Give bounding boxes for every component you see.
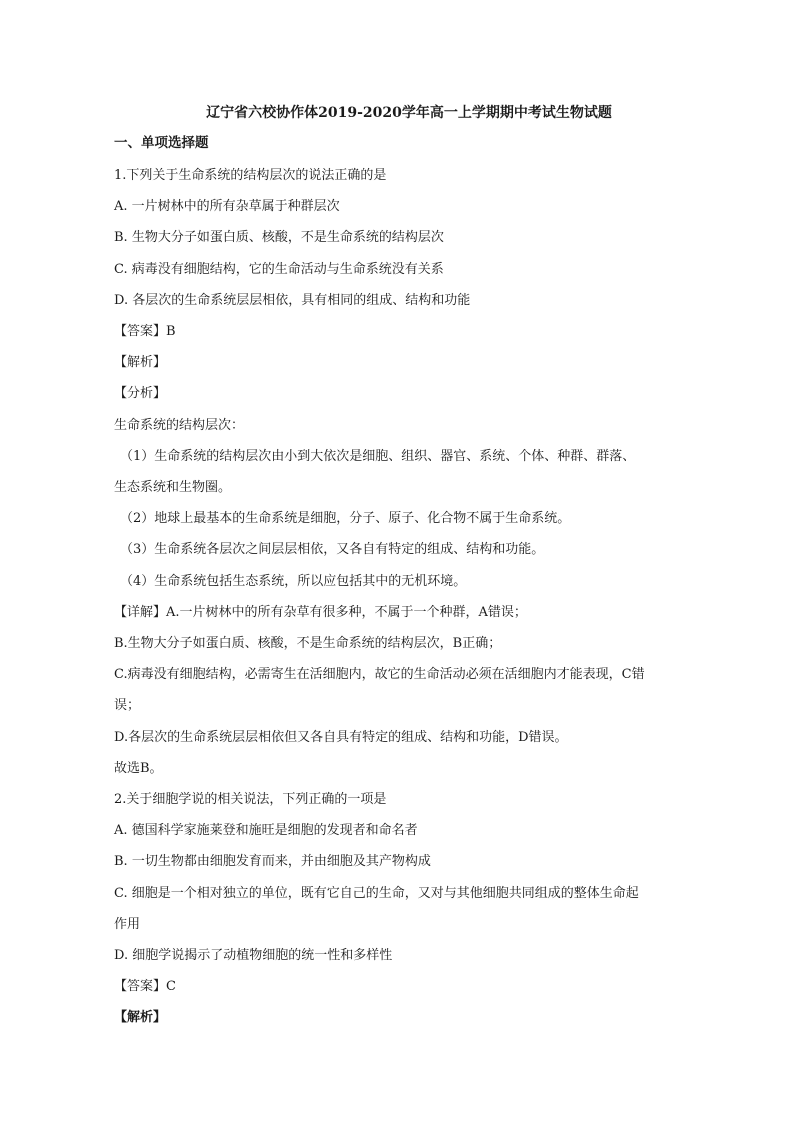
question-1-fenxi-label: 【分析】 xyxy=(114,386,167,402)
question-1 xyxy=(114,160,684,784)
question-1-conclusion: 故选B。 xyxy=(114,760,163,776)
question-1-option-b: B. 生物大分子如蛋白质、核酸，不是生命系统的结构层次 xyxy=(114,230,444,246)
question-1-point-2: （2）地球上最基本的生命系统是细胞，分子、原子、化合物不属于生命系统。 xyxy=(120,511,571,527)
question-2-stem: 2.关于细胞学说的相关说法，下列正确的一项是 xyxy=(114,792,387,808)
question-1-option-d: D. 各层次的生命系统层层相依，具有相同的组成、结构和功能 xyxy=(114,292,471,308)
question-2-option-a: A. 德国科学家施莱登和施旺是细胞的发现者和命名者 xyxy=(114,823,418,839)
question-1-point-4: （4）生命系统包括生态系统，所以应包括其中的无机环境。 xyxy=(120,573,467,589)
question-1-intro: 生命系统的结构层次： xyxy=(114,417,245,433)
question-1-analysis-label: 【解析】 xyxy=(114,355,167,371)
question-2-option-d: D. 细胞学说揭示了动植物细胞的统一性和多样性 xyxy=(114,948,393,964)
question-1-point-3: （3）生命系统各层次之间层层相依，又各自有特定的组成、结构和功能。 xyxy=(120,542,545,558)
question-2-option-c-cont: 作用 xyxy=(114,916,141,932)
question-1-detail-b: B.生物大分子如蛋白质、核酸，不是生命系统的结构层次，B正确； xyxy=(114,636,502,652)
question-1-detail-c-cont: 误； xyxy=(114,698,141,714)
question-1-detail-d: D.各层次的生命系统层层相依但又各自具有特定的组成、结构和功能，D错误。 xyxy=(114,729,568,745)
question-2 xyxy=(114,784,684,1034)
document-title: 辽宁省六校协作体2019-2020学年高一上学期期中考试生物试题 xyxy=(206,105,612,121)
document-body xyxy=(114,102,684,1034)
question-1-detail-c: C.病毒没有细胞结构，必需寄生在活细胞内，故它的生命活动必须在活细胞内才能表现，C错 xyxy=(114,667,645,683)
question-1-detail-a: A.一片树林中的所有杂草有很多种，不属于一个种群，A错误； xyxy=(166,604,527,620)
question-2-option-b: B. 一切生物都由细胞发育而来，并由细胞及其产物构成 xyxy=(114,854,431,870)
question-1-detail-a-line xyxy=(114,597,684,628)
question-2-analysis-label: 【解析】 xyxy=(114,1010,167,1026)
question-2-answer: 【答案】C xyxy=(114,979,176,995)
question-1-answer: 【答案】B xyxy=(114,324,176,340)
question-2-option-c: C. 细胞是一个相对独立的单位，既有它自己的生命，又对与其他细胞共同组成的整体生命起 xyxy=(114,885,639,901)
question-1-point-1-cont: 生态系统和生物圈。 xyxy=(114,480,232,496)
question-1-option-c: C. 病毒没有细胞结构，它的生命活动与生命系统没有关系 xyxy=(114,261,444,277)
section-heading: 一、单项选择题 xyxy=(114,135,209,151)
question-1-point-1: （1）生命系统的结构层次由小到大依次是细胞、组织、器官、系统、个体、种群、群落、 xyxy=(120,448,636,464)
question-1-option-a: A. 一片树林中的所有杂草属于种群层次 xyxy=(114,199,340,215)
question-1-detail-label: 【详解】 xyxy=(114,604,167,620)
question-1-stem: 1.下列关于生命系统的结构层次的说法正确的是 xyxy=(114,168,387,183)
